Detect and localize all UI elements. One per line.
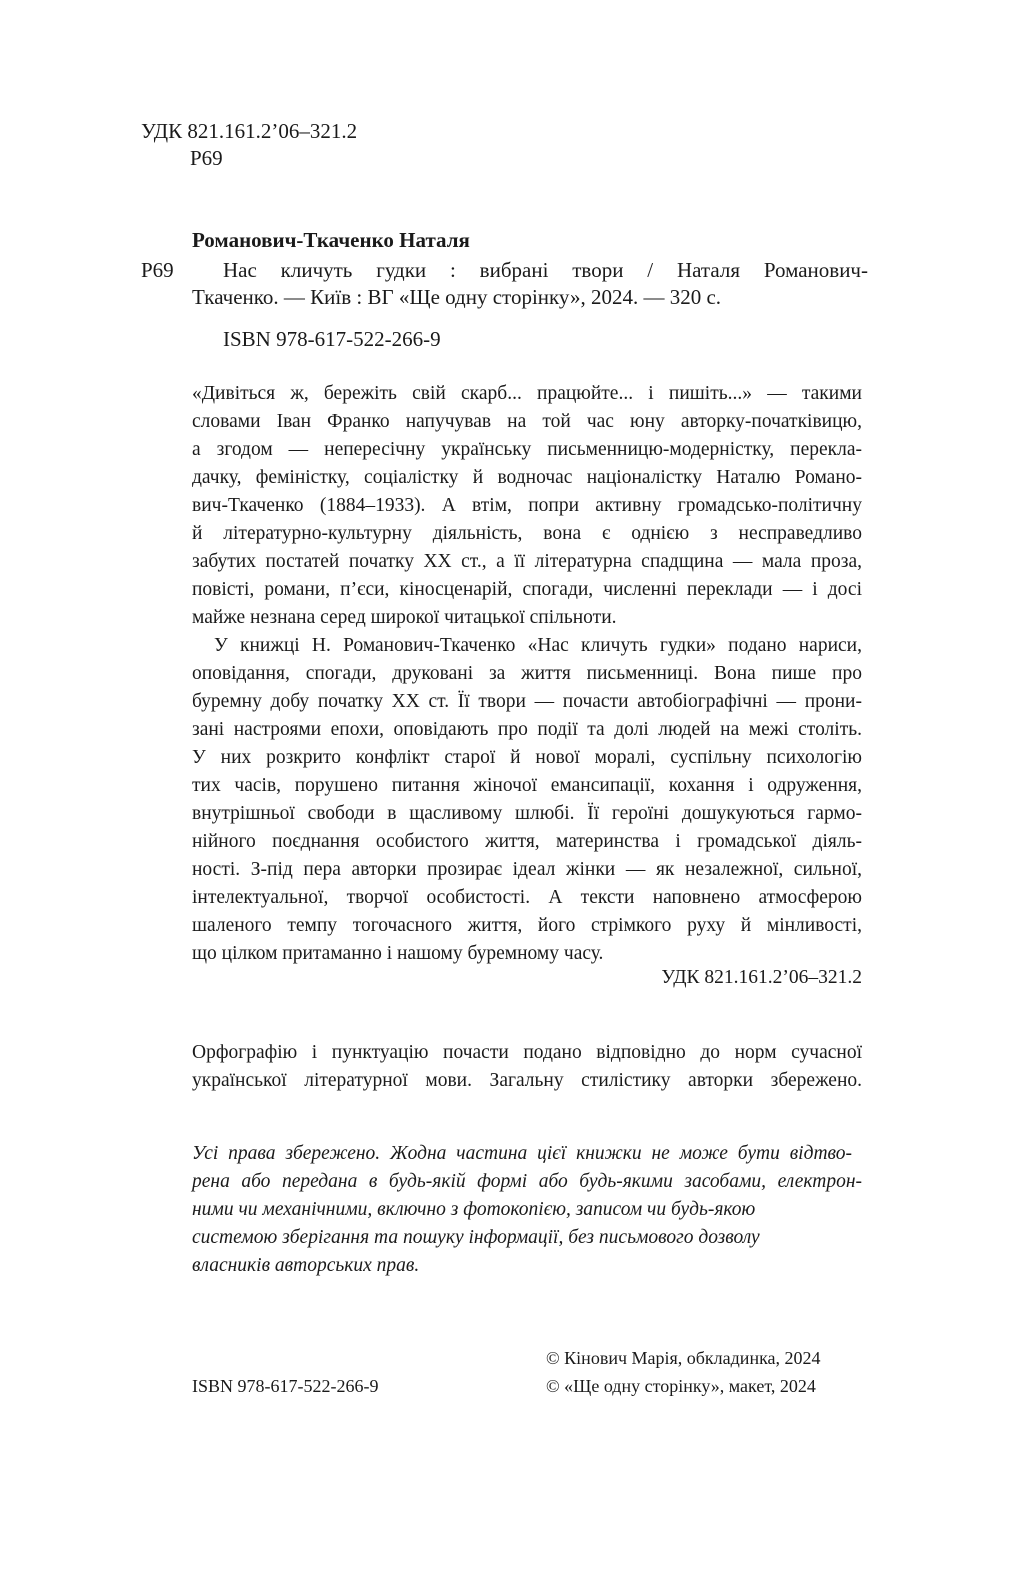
annotation-line: У них розкрито конфлікт старої й нової моралі, суспільну психологію — [192, 747, 862, 768]
footer-isbn: ISBN 978-617-522-266-9 — [192, 1376, 379, 1396]
catalog-isbn: ISBN 978-617-522-266-9 — [223, 327, 441, 351]
orthography-note-line: української літературної мови. Загальну стилістику авторки збережено. — [192, 1070, 862, 1091]
catalog-mark: Р69 — [141, 258, 174, 282]
rights-notice-line: Усі права збережено. Жодна частина цієї книжки не може бути відтво- — [192, 1143, 852, 1164]
annotation-line: нійного поєднання особистого життя, материнства і громадської діяль- — [192, 831, 862, 852]
copyright-line: © «Ще одну сторінку», макет, 2024 — [546, 1376, 816, 1396]
annotation-line: словами Іван Франко напучував на той час юну авторку-початківицю, — [192, 411, 862, 432]
rights-notice-line: ними чи механічними, включно з фотокопією, записом чи будь-якою — [192, 1199, 756, 1220]
rights-notice-line: рена або передана в будь-якій формі або будь-якими засобами, електрон- — [192, 1171, 862, 1192]
orthography-note-line: Орфографію і пунктуацію почасти подано відповідно до норм сучасної — [192, 1042, 862, 1063]
annotation-line: майже незнана серед широкої читацької спільноти. — [192, 607, 617, 628]
annotation-line: інтелектуальної, творчої особистості. А тексти наповнено атмосферою — [192, 887, 862, 908]
annotation-line: тих часів, порушено питання жіночої емансипації, кохання і одруження, — [192, 775, 862, 796]
author-mark: Р69 — [190, 146, 223, 170]
annotation-udk: УДК 821.161.2’06–321.2 — [661, 967, 862, 988]
annotation-line: й літературно-культурну діяльність, вона є однією з несправедливо — [192, 523, 862, 544]
annotation-line: зані настроями епохи, оповідають про події та долі людей на межі століть. — [192, 719, 862, 740]
annotation-line: внутрішньої свободи в щасливому шлюбі. Її героїні дошукуються гармо- — [192, 803, 862, 824]
annotation-line: «Дивіться ж, бережіть свій скарб... працюйте... і пишіть...» — такими — [192, 383, 862, 404]
annotation-line: оповідання, спогади, друковані за життя письменниці. Вона пише про — [192, 663, 862, 684]
annotation-line: буремну добу початку ХХ ст. Її твори — почасти автобіографічні — прони- — [192, 691, 862, 712]
udk-code: УДК 821.161.2’06–321.2 — [141, 119, 358, 143]
annotation-line: шаленого темпу тогочасного життя, його стрімкого руху й мінливості, — [192, 915, 862, 936]
annotation-line: вич-Ткаченко (1884–1933). А втім, попри активну громадсько-політичну — [192, 495, 862, 516]
annotation-line: забутих постатей початку ХХ ст., а її літературна спадщина — мала проза, — [192, 551, 862, 572]
rights-notice-line: власників авторських прав. — [192, 1255, 420, 1276]
catalog-author: Романович-Ткаченко Наталя — [192, 228, 470, 252]
annotation-line: що цілком притаманно і нашому буремному часу. — [192, 943, 604, 964]
annotation-line: повісті, романи, п’єси, кіносценарій, спогади, численні переклади — і досі — [192, 579, 862, 600]
annotation-line: У книжці Н. Романович-Ткаченко «Нас кличуть гудки» подано нариси, — [214, 635, 862, 656]
copyright-line: © Кінович Марія, обкладинка, 2024 — [546, 1348, 821, 1368]
annotation-line: ності. З-під пера авторки прозирає ідеал жінки — як незалежної, сильної, — [192, 859, 862, 880]
annotation-line: а згодом — непересічну українську письменницю-модерністку, перекла- — [192, 439, 862, 460]
catalog-line: Нас кличуть гудки : вибрані твори / Наталя Романович- — [223, 258, 868, 282]
rights-notice-line: системою зберігання та пошуку інформації, без письмового дозволу — [192, 1227, 760, 1248]
annotation-line: дачку, феміністку, соціалістку й водночас націоналістку Наталю Романо- — [192, 467, 862, 488]
catalog-line: Ткаченко. — Київ : ВГ «Ще одну сторінку», 2024. — 320 с. — [192, 285, 722, 309]
